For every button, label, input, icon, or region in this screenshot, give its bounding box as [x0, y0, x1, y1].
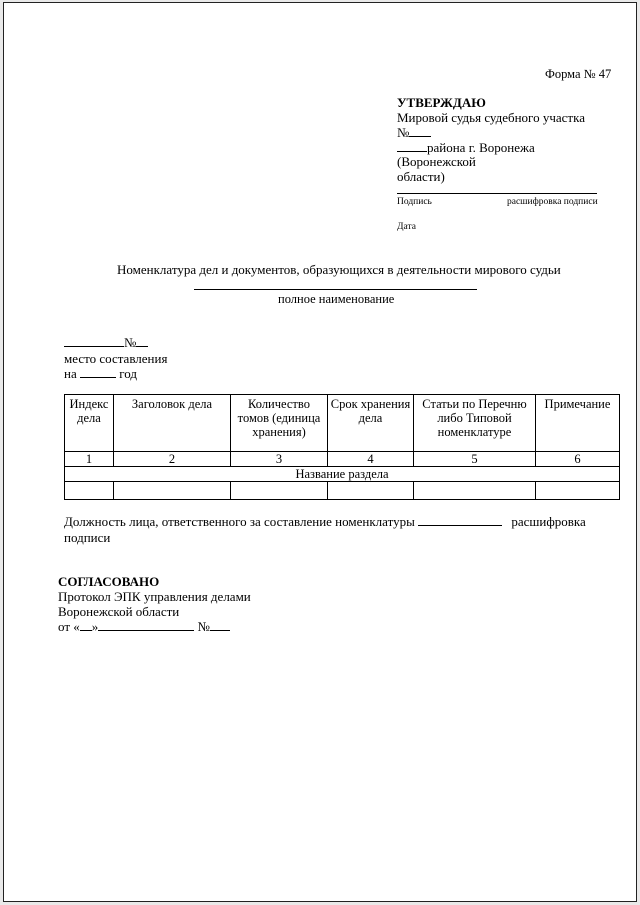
agreed-line2: Воронежской области	[58, 604, 180, 619]
approval-line1: Мировой судья судебного участка	[397, 110, 585, 125]
table-row	[65, 452, 620, 467]
responsible-signature: подписи	[64, 530, 111, 545]
place-number-label: №	[124, 335, 137, 350]
approval-heading: УТВЕРЖДАЮ	[397, 95, 486, 110]
column-number: 2	[114, 452, 231, 467]
table-cell	[536, 482, 620, 500]
approval-district-text: района г. Воронежа	[427, 140, 535, 155]
column-number: 4	[328, 452, 414, 467]
number-blank	[409, 125, 431, 137]
column-header: Индекс дела	[65, 395, 114, 452]
full-name-line	[194, 289, 477, 290]
full-name-label: полное наименование	[278, 292, 395, 306]
year-prefix: на	[64, 366, 77, 381]
agreed-heading: СОГЛАСОВАНО	[58, 574, 160, 589]
responsible-decryption: расшифровка	[511, 514, 586, 529]
approval-line2	[397, 125, 431, 140]
year-blank	[80, 366, 116, 378]
approval-line5: области)	[397, 169, 445, 184]
section-title: Название раздела	[65, 467, 620, 482]
table-cell	[114, 482, 231, 500]
responsible-line	[64, 514, 586, 529]
document-title: Номенклатура дел и документов, образующихся в деятельности мирового судьи	[117, 262, 561, 277]
column-header: Примечание	[536, 395, 620, 452]
approval-number-label: №	[397, 125, 410, 140]
place-number-line	[64, 335, 148, 350]
agreed-number-blank	[210, 619, 230, 631]
agreed-number-label: №	[197, 619, 210, 634]
month-blank	[98, 619, 194, 631]
column-number: 3	[231, 452, 328, 467]
table-header-row	[65, 395, 620, 452]
column-header: Заголовок дела	[114, 395, 231, 452]
section-row	[65, 467, 620, 482]
column-number: 1	[65, 452, 114, 467]
column-number: 6	[536, 452, 620, 467]
column-header: Количество томов (единица хранения)	[231, 395, 328, 452]
place-number-blank	[136, 335, 148, 347]
document-page	[3, 2, 637, 902]
form-number: Форма № 47	[545, 67, 612, 81]
column-header: Срок хранения дела	[328, 395, 414, 452]
district-blank	[397, 140, 427, 152]
column-header: Статьи по Перечню либо Типовой номенклатуре	[414, 395, 536, 452]
year-suffix: год	[119, 366, 137, 381]
table-cell	[231, 482, 328, 500]
column-number: 5	[414, 452, 536, 467]
year-line	[64, 366, 137, 381]
signature-line	[397, 193, 597, 194]
table-cell	[328, 482, 414, 500]
signature-label: Подпись	[397, 197, 432, 207]
responsible-signature-blank	[418, 514, 502, 526]
date-label: Дата	[397, 222, 416, 232]
approval-line4: (Воронежской	[397, 154, 476, 169]
place-blank	[64, 335, 124, 347]
nomenclature-table	[64, 394, 620, 500]
table-cell	[414, 482, 536, 500]
decryption-label: расшифровка подписи	[507, 197, 598, 207]
agreed-line1: Протокол ЭПК управления делами	[58, 589, 251, 604]
agreed-date-line	[58, 619, 230, 634]
table-cell	[65, 482, 114, 500]
place-label: место составления	[64, 351, 168, 366]
approval-line3	[397, 140, 535, 155]
agreed-from-prefix: от «	[58, 619, 80, 634]
table-row	[65, 482, 620, 500]
day-blank	[80, 619, 92, 631]
agreed-from-mid: »	[91, 619, 99, 634]
responsible-text: Должность лица, ответственного за составление номенклатуры	[64, 514, 415, 529]
